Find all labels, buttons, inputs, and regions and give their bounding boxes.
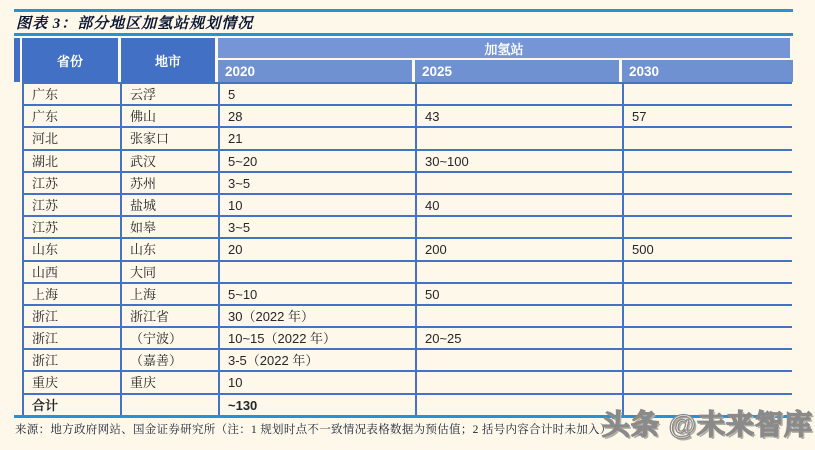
figure-title: 图表 3：部分地区加氢站规划情况 [16, 16, 254, 32]
table-cell [622, 128, 792, 148]
table-row [22, 128, 792, 150]
header-year-2020: 2020 [218, 60, 412, 82]
table-row [22, 195, 792, 217]
table-row [22, 284, 792, 306]
table-cell: （嘉善） [120, 350, 218, 370]
table-cell [622, 262, 792, 282]
table-cell: 湖北 [22, 151, 120, 171]
table-row [22, 328, 792, 350]
table-cell: 43 [415, 106, 622, 126]
table-cell: 浙江 [22, 350, 120, 370]
table-cell: 如皋 [120, 217, 218, 237]
table-cell: 山东 [22, 239, 120, 259]
table-cell: 3~5 [218, 173, 415, 193]
table-cell [415, 173, 622, 193]
table-header [14, 38, 793, 82]
table-cell [622, 372, 792, 392]
header-hydrogen-station-label: 加氢站 [218, 38, 790, 58]
table-cell: 20~25 [415, 328, 622, 348]
table-cell [415, 217, 622, 237]
table-row [22, 372, 792, 394]
table-cell: 200 [415, 239, 622, 259]
table-cell [622, 151, 792, 171]
table-cell: 江苏 [22, 195, 120, 215]
table-cell: 苏州 [120, 173, 218, 193]
table-cell [415, 350, 622, 370]
table-cell: 合计 [22, 395, 120, 415]
table-cell: 500 [622, 239, 792, 259]
table-cell: 江苏 [22, 173, 120, 193]
table-cell [622, 173, 792, 193]
table-cell: 21 [218, 128, 415, 148]
table-cell: 山东 [120, 239, 218, 259]
table-cell: （宁波） [120, 328, 218, 348]
table-cell [415, 262, 622, 282]
title-underline [14, 33, 793, 36]
table-cell: 10 [218, 372, 415, 392]
table-cell: 3~5 [218, 217, 415, 237]
table-row [22, 262, 792, 284]
table-cell: 云浮 [120, 84, 218, 104]
table-cell [622, 217, 792, 237]
table-cell: 28 [218, 106, 415, 126]
table-cell [415, 128, 622, 148]
table-cell [622, 306, 792, 326]
table-cell: 3-5（2022 年） [218, 350, 415, 370]
table-cell: 山西 [22, 262, 120, 282]
table-cell [218, 262, 415, 282]
table-cell: 浙江 [22, 306, 120, 326]
table-cell: 江苏 [22, 217, 120, 237]
watermark-toutiao-weilaizhiku: 头条 @未来智库 [601, 409, 813, 440]
table-row [22, 84, 792, 106]
table-cell: 广东 [22, 84, 120, 104]
header-year-2025: 2025 [415, 60, 619, 82]
table-cell [415, 84, 622, 104]
table-cell [622, 195, 792, 215]
table-cell: 上海 [120, 284, 218, 304]
table-cell: 浙江省 [120, 306, 218, 326]
table-cell: 浙江 [22, 328, 120, 348]
table-cell: 10 [218, 195, 415, 215]
table-cell: 上海 [22, 284, 120, 304]
table-row [22, 350, 792, 372]
header-year-row [218, 60, 793, 82]
table-row [22, 106, 792, 128]
table-cell: 5~20 [218, 151, 415, 171]
header-province: 省份 [22, 38, 118, 82]
table-row [22, 173, 792, 195]
table-cell [622, 350, 792, 370]
table-row [22, 239, 792, 261]
table-cell: 50 [415, 284, 622, 304]
table-cell: 广东 [22, 106, 120, 126]
table-cell [415, 306, 622, 326]
table-cell: 佛山 [120, 106, 218, 126]
table-cell [415, 395, 622, 415]
table-cell: 5 [218, 84, 415, 104]
table-cell: 河北 [22, 128, 120, 148]
table-cell: 大同 [120, 262, 218, 282]
table-cell [622, 328, 792, 348]
table-cell: 10~15（2022 年） [218, 328, 415, 348]
table-cell: 57 [622, 106, 792, 126]
table-cell: 重庆 [22, 372, 120, 392]
table-cell: 重庆 [120, 372, 218, 392]
header-left-strip [14, 38, 20, 82]
table-cell: ~130 [218, 395, 415, 415]
table-cell: 20 [218, 239, 415, 259]
source-note: 来源：地方政府网站、国金证券研究所（注：1 规划时点不一致情况表格数据为预估值；2 括号内容合计时未加入） [15, 424, 612, 436]
table-cell: 30~100 [415, 151, 622, 171]
table-body [22, 82, 792, 417]
table-row [22, 217, 792, 239]
table-row [22, 151, 792, 173]
table-cell [120, 395, 218, 415]
table-row [22, 306, 792, 328]
table-cell [415, 372, 622, 392]
table-cell: 盐城 [120, 195, 218, 215]
header-hydrogen-group [218, 38, 793, 82]
header-year-2030: 2030 [622, 60, 793, 82]
table-cell: 30（2022 年） [218, 306, 415, 326]
header-city: 地市 [121, 38, 215, 82]
table-cell [622, 84, 792, 104]
table-cell: 40 [415, 195, 622, 215]
table-cell: 张家口 [120, 128, 218, 148]
table-cell [622, 284, 792, 304]
table-cell: 武汉 [120, 151, 218, 171]
table-cell: 5~10 [218, 284, 415, 304]
